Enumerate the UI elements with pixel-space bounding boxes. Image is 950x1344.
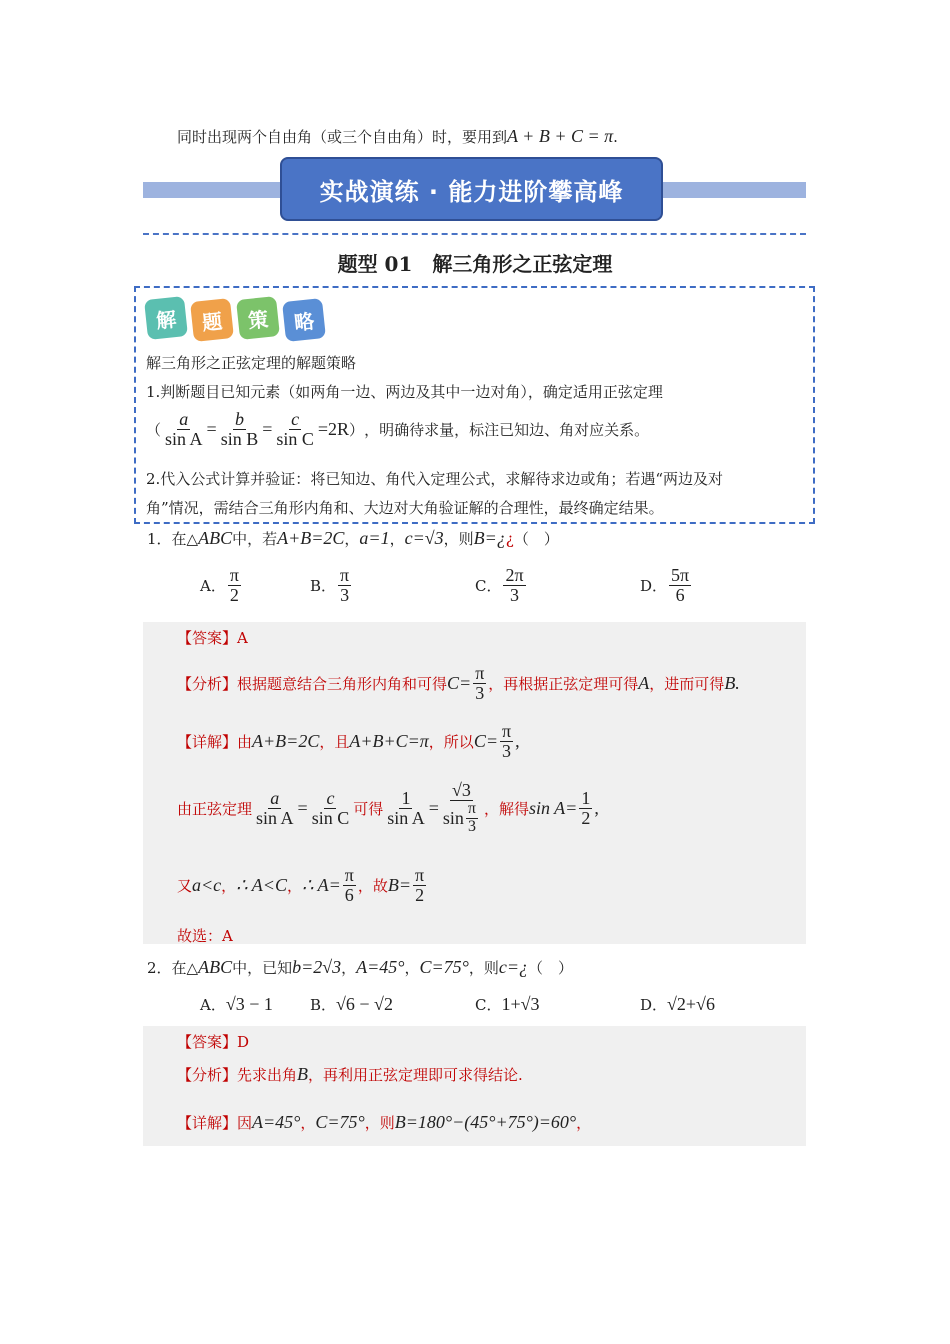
intro-line <box>177 126 618 147</box>
q2-option-a[interactable]: A．√3 − 1 <box>200 994 273 1014</box>
section-title: 题型 01 解三角形之正弦定理 <box>337 252 613 276</box>
q1-analysis: 【分析】 根据题意结合三角形内角和可得 C= $\frac{\pi}{3}$ ，再根据正弦定理可得 A ，进而可得 B. <box>177 663 740 703</box>
formula-rparen: ） <box>349 420 365 439</box>
eq-sign: = <box>206 418 217 439</box>
q2-detail-1: 【详解】因A=45°，C=75°，则B=180°−(45°+75°)=60°， <box>177 1112 592 1132</box>
badge-lue: 略 <box>282 298 326 342</box>
q2-option-d[interactable]: D．√2+√6 <box>640 994 715 1014</box>
intro-text: 同时出现两个自由角（或三个自由角）时，要用到 <box>177 128 508 146</box>
q1-option-b[interactable]: B． $\frac{\pi}{3}$ <box>310 565 350 605</box>
q1-final: 故选：A <box>177 927 233 945</box>
banner-title: 实战演练 · 能力进阶攀高峰 <box>280 157 663 221</box>
q1-detail-1: 【详解】 由 A+B=2C ，且 A+B+C=π ，所以 C= $\frac{\pi}{3}$ , <box>177 721 520 761</box>
q1-stem: 1．在△ABC中，若A+B=2C，a=1，c=√3，则B=¿¿（ ） <box>147 528 559 548</box>
q2-answer: 【答案】D <box>177 1033 250 1051</box>
frac-a-sinA: $\frac{a}{\text{sin A}}$ <box>165 409 203 449</box>
q1-answer: 【答案】A <box>177 629 248 647</box>
q2-option-c[interactable]: C．1+√3 <box>475 994 540 1014</box>
strategy-box <box>134 286 815 524</box>
badge-jie: 解 <box>144 296 188 340</box>
q2-option-b[interactable]: B．√6 − √2 <box>310 994 393 1014</box>
strategy-p1b: ，明确待求量，标注已知边、角对应关系。 <box>364 420 650 439</box>
q1-option-a[interactable]: A． $\frac{\pi}{2}$ <box>200 565 239 605</box>
q2-analysis: 【分析】先求出角B，再利用正弦定理即可求得结论. <box>177 1064 523 1084</box>
strategy-formula-line <box>146 410 649 449</box>
strategy-p1: 1.判断题目已知元素（如两角一边、两边及其中一边对角），确定适用正弦定理 <box>146 383 663 401</box>
frac-b-sinB: $\frac{b}{\text{sin B}}$ <box>220 409 259 449</box>
divider-dashed <box>143 233 806 235</box>
intro-formula: A + B + C = π <box>507 126 614 146</box>
q1-detail-3: 又 a<c ， ∴ A<C ， ∴ A= $\frac{\pi}{6}$ ，故 B= $\frac{\pi}{2}$ <box>177 865 425 905</box>
strategy-p2a: 2.代入公式计算并验证：将已知边、角代入定理公式，求解待求边或角；若遇“两边及对 <box>146 470 723 488</box>
q1-detail-2: 由正弦定理 $\frac{a}{\text{sin A}}$ = $\frac{c}{\text{sin C}}$ 可得 $\frac{1}{\text{sin A}}$ = √3 sin $\frac{\pi}{3}$ ，解得 sin A= $\frac{1}{2}$ , <box>177 780 599 835</box>
formula-lparen: （ <box>146 420 162 439</box>
eq-sign: = <box>262 418 273 439</box>
strategy-title: 解三角形之正弦定理的解题策略 <box>146 354 357 372</box>
badge-ce: 策 <box>236 296 280 340</box>
q2-stem: 2．在△ABC中，已知b=2√3，A=45°，C=75°，则c=¿（ ） <box>147 957 574 977</box>
formula-tail: =2R <box>317 418 350 439</box>
strategy-p2b: 角”情况，需结合三角形内角和、大边对大角验证解的合理性，最终确定结果。 <box>146 499 664 517</box>
q1-option-c[interactable]: C． $\frac{2\pi}{3}$ <box>475 565 524 605</box>
frac-c-sinC: $\frac{c}{\text{sin C}}$ <box>276 409 314 449</box>
badge-ti: 题 <box>190 298 234 342</box>
intro-end: . <box>613 128 618 146</box>
q1-option-d[interactable]: D． $\frac{5\pi}{6}$ <box>640 565 690 605</box>
